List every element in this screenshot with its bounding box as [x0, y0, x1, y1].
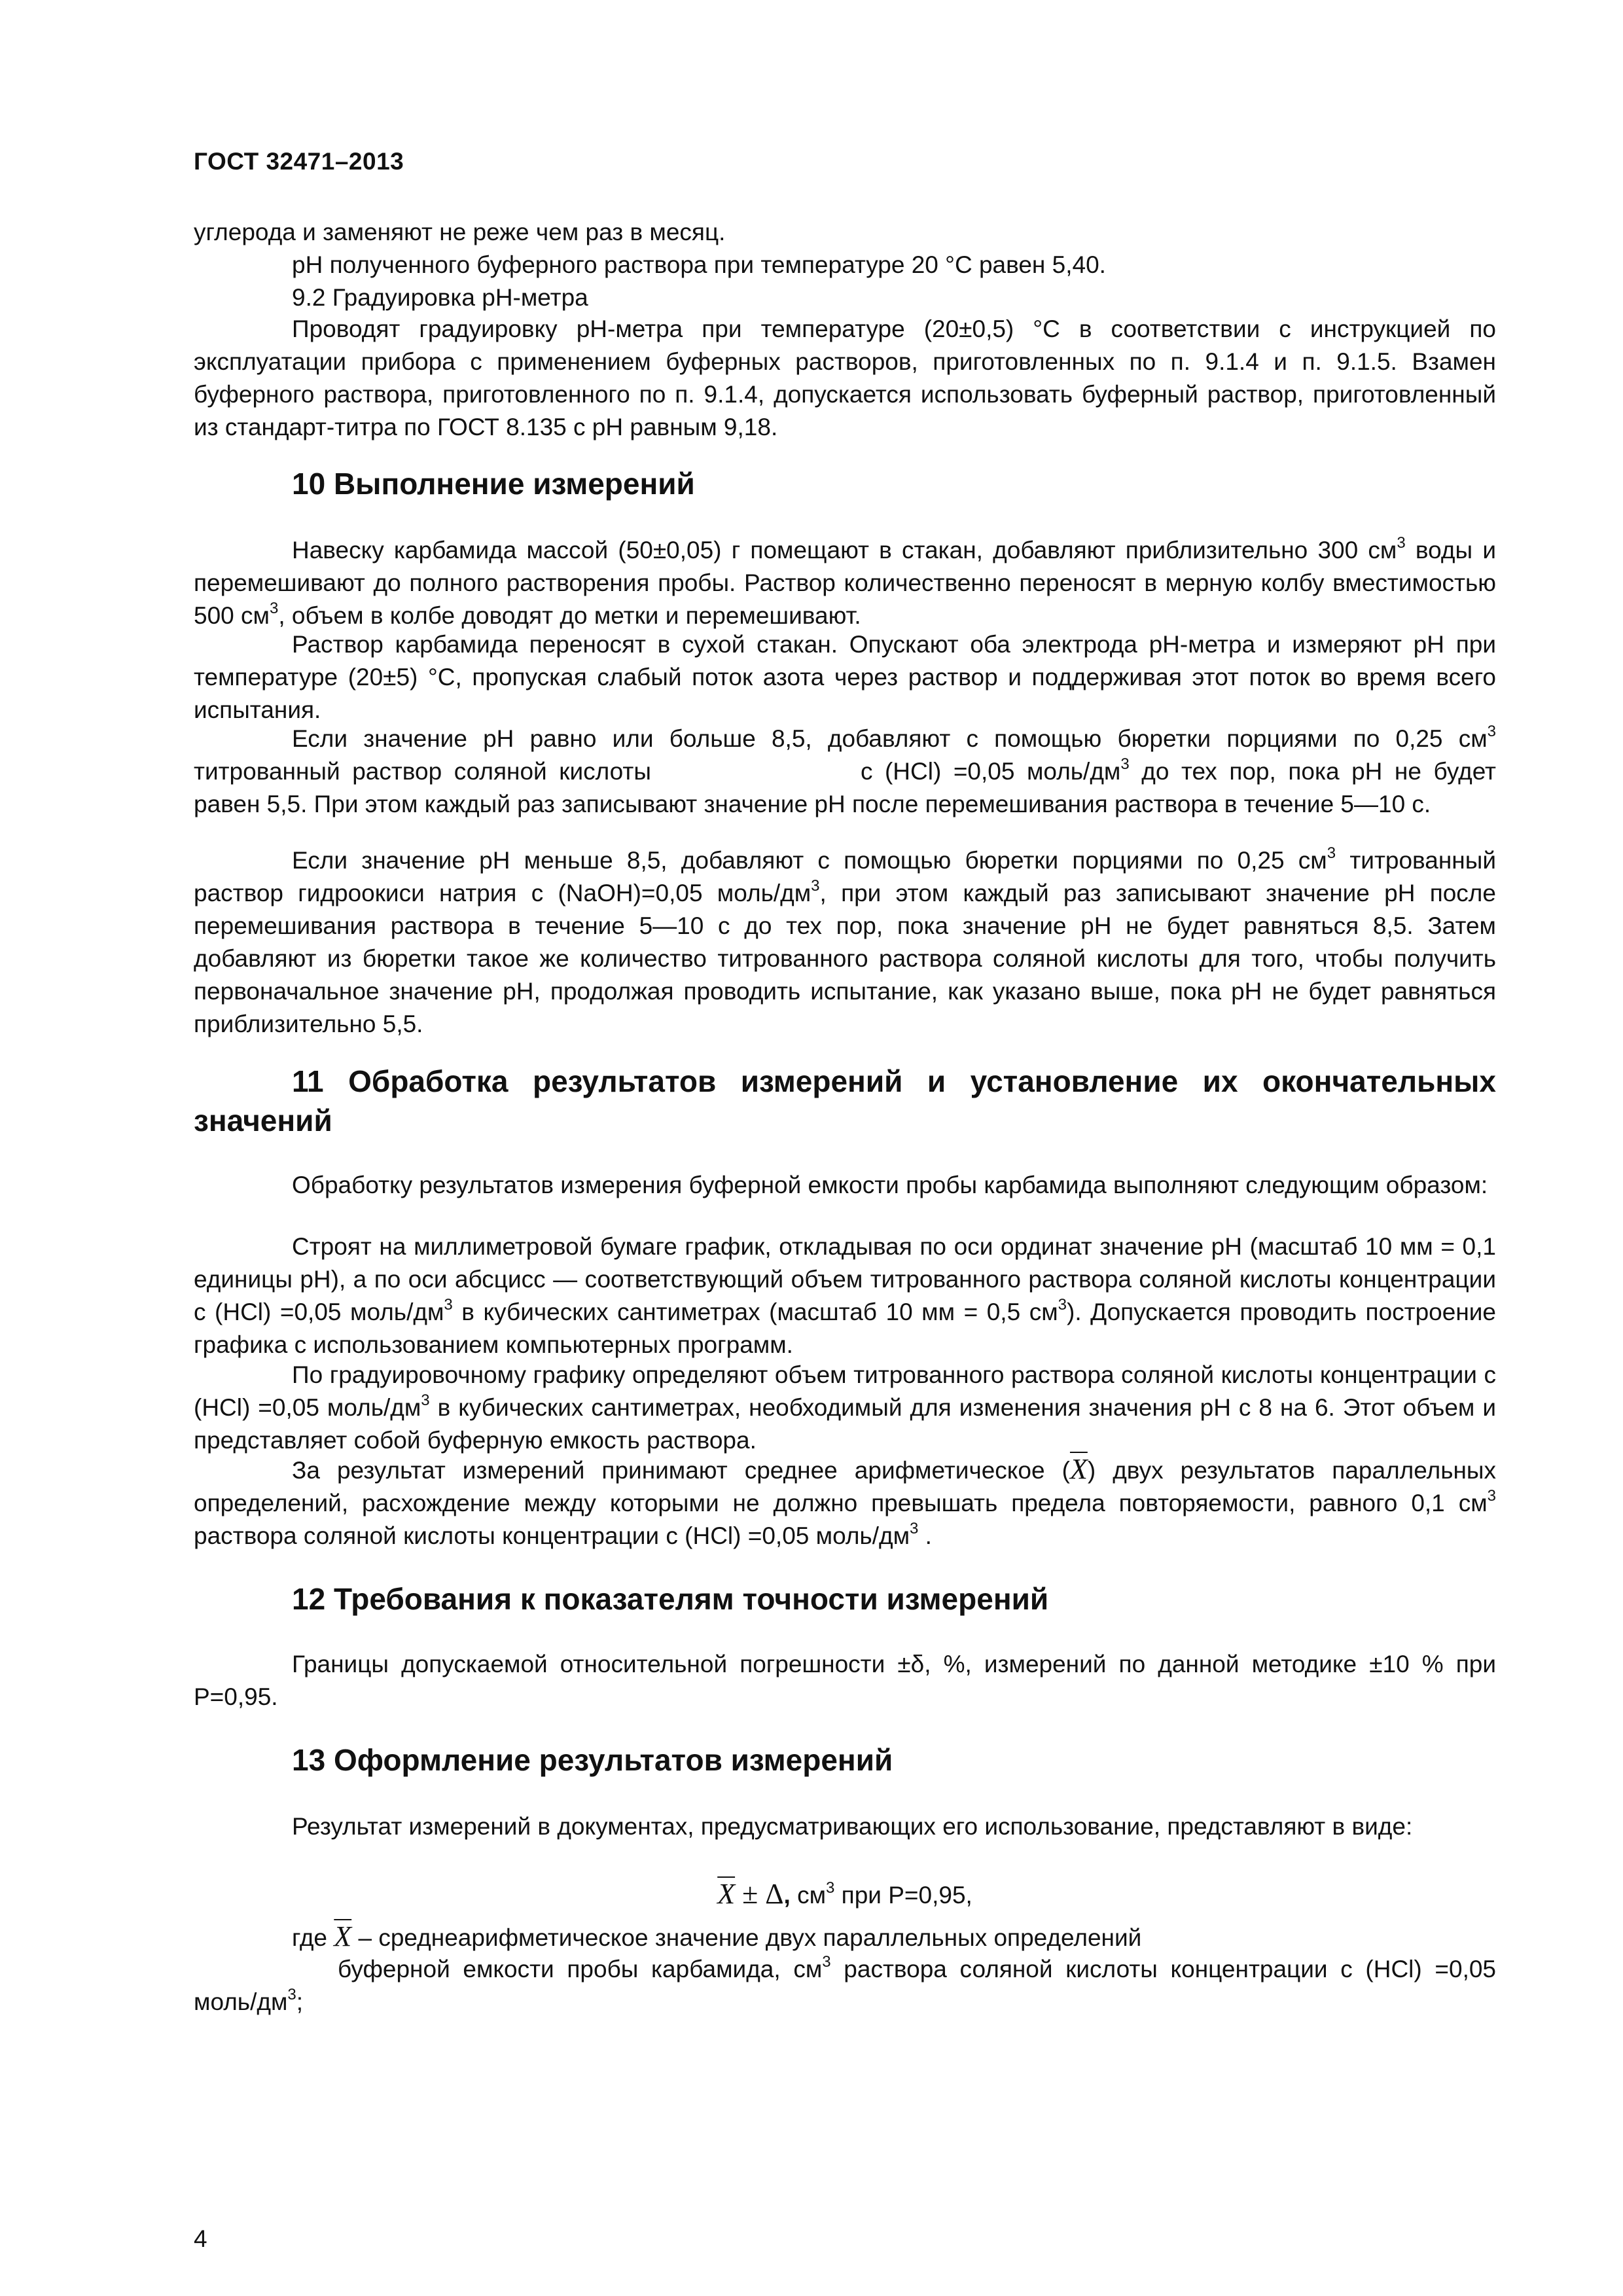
mean-symbol: $\overline{X}$ [1069, 1453, 1088, 1485]
result-formula: $\overline{X} \pm \Delta$, $см^3$ при Р=0,95, [717, 1878, 972, 1910]
section-10-title: 10 Выполнение измерений [292, 467, 695, 501]
document-id: ГОСТ 32471–2013 [194, 148, 404, 175]
paragraph-11-1: Обработку результатов измерения буферной емкости пробы карбамида выполняют следующим образом: [292, 1172, 1488, 1198]
section-11-title: 11 Обработка результатов измерений и установление их окончательных значений [194, 1064, 1496, 1138]
paragraph-13-1: Результат измерений в документах, предусматривающих его использование, представляют в виде: [292, 1813, 1413, 1840]
section-13-title: 13 Оформление результатов измерений [292, 1743, 893, 1777]
paragraph-11-4: За результат измерений принимают среднее арифметическое $(\overline{X})$ двух результатов параллельных определений, расхождение между которыми не должно превышать предела повторяемости, равного 0,1 $см^3$ раствора соляной кислоты концентрации с (HCl) =0,05 моль/$дм^3$ . [194, 1453, 1497, 1549]
paragraph-11-3: По градуировочному графику определяют объем титрованного раствора соляной кислоты концентрации с (HCl) =0,05 моль/$дм^3$ в кубических сантиметрах, необходимый для изменения значения pH с 8 на 6. Этот объем и представляет собой буферную емкость раствора. [194, 1361, 1496, 1454]
paragraph-10-1: Навеску карбамида массой (50±0,05) г помещают в стакан, добавляют приблизительно 300 $см^3$ воды и перемешивают до полного растворения пробы. Раствор количественно переносят в мерную колбу вместимостью 500 $см^3$, объем в колбе доводят до метки и перемешивают. [194, 534, 1496, 629]
paragraph-continuation: углерода и заменяют не реже чем раз в месяц. [194, 219, 726, 245]
paragraph-10-2: Раствор карбамида переносят в сухой стакан. Опускают оба электрода pH-метра и измеряют pH при температуре (20±5) °С, пропуская слабый поток азота через раствор и поддерживая этот поток во время всего испытания. [194, 631, 1496, 723]
paragraph-10-4: Если значение pH меньше 8,5, добавляют с помощью бюретки порциями по 0,25 $см^3$ титрованный раствор гидроокиси натрия с (NaOH)=0,05 моль/$дм^3$, при этом каждый раз записывают значение pH после перемешивания раствора в течение 5—10 с до тех пор, пока значение pH не будет равняться 8,5. Затем добавляют из бюретки такое же количество титрованного раствора соляной кислоты для того, чтобы получить первоначальное значение pH, продолжая проводить испытание, как указано выше, пока pH не будет равняться приблизительно 5,5. [194, 844, 1496, 1037]
paragraph-10-3: Если значение pH равно или больше 8,5, добавляют с помощью бюретки порциями по 0,25 $см^3$ титрованный раствор соляной кислоты с (HCl) =0,05 моль/$дм^3$ до тех пор, пока pH не будет равен 5,5. При этом каждый раз записывают значение pH после перемешивания раствора в течение 5—10 с. [194, 723, 1496, 817]
paragraph-12-1: Границы допускаемой относительной погрешности ±δ, %, измерений по данной методике ±10 % при Р=0,95. [194, 1651, 1496, 1710]
where-definition: буферной емкости пробы карбамида, $см^3$ раствора соляной кислоты концентрации с (HCl) =0,05 моль/$дм^3$; [194, 1953, 1497, 2015]
page-number: 4 [194, 2225, 207, 2252]
paragraph-buffer-ph: pH полученного буферного раствора при температуре 20 °С равен 5,40. [292, 251, 1106, 278]
paragraph-11-2: Строят на миллиметровой бумаге график, откладывая по оси ординат значение pH (масштаб 10 мм = 0,1 единицы pH), а по оси абсцисс — соответствующий объем титрованного раствора соляной кислоты концентрации с (HCl) =0,05 моль/$дм^3$ в кубических сантиметрах (масштаб 10 мм = 0,5 $см^3$). Допускается проводить построение графика с использованием компьютерных программ. [194, 1233, 1497, 1358]
section-12-title: 12 Требования к показателям точности измерений [292, 1582, 1049, 1616]
paragraph-calibration: Проводят градуировку pH-метра при температуре (20±0,5) °С в соответствии с инструкцией по эксплуатации прибора с применением буферных растворов, приготовленных по п. 9.1.4 и п. 9.1.5. Взамен буферного раствора, приготовленного по п. 9.1.4, допускается использовать буферный раствор, приготовленный из стандарт-титра по ГОСТ 8.135 с pH равным 9,18. [194, 315, 1496, 440]
where-line: где $\overline{X}$ – среднеарифметическое значение двух параллельных определений [292, 1920, 1142, 1952]
subsection-9-2-title: 9.2 Градуировка pH-метра [292, 284, 588, 311]
